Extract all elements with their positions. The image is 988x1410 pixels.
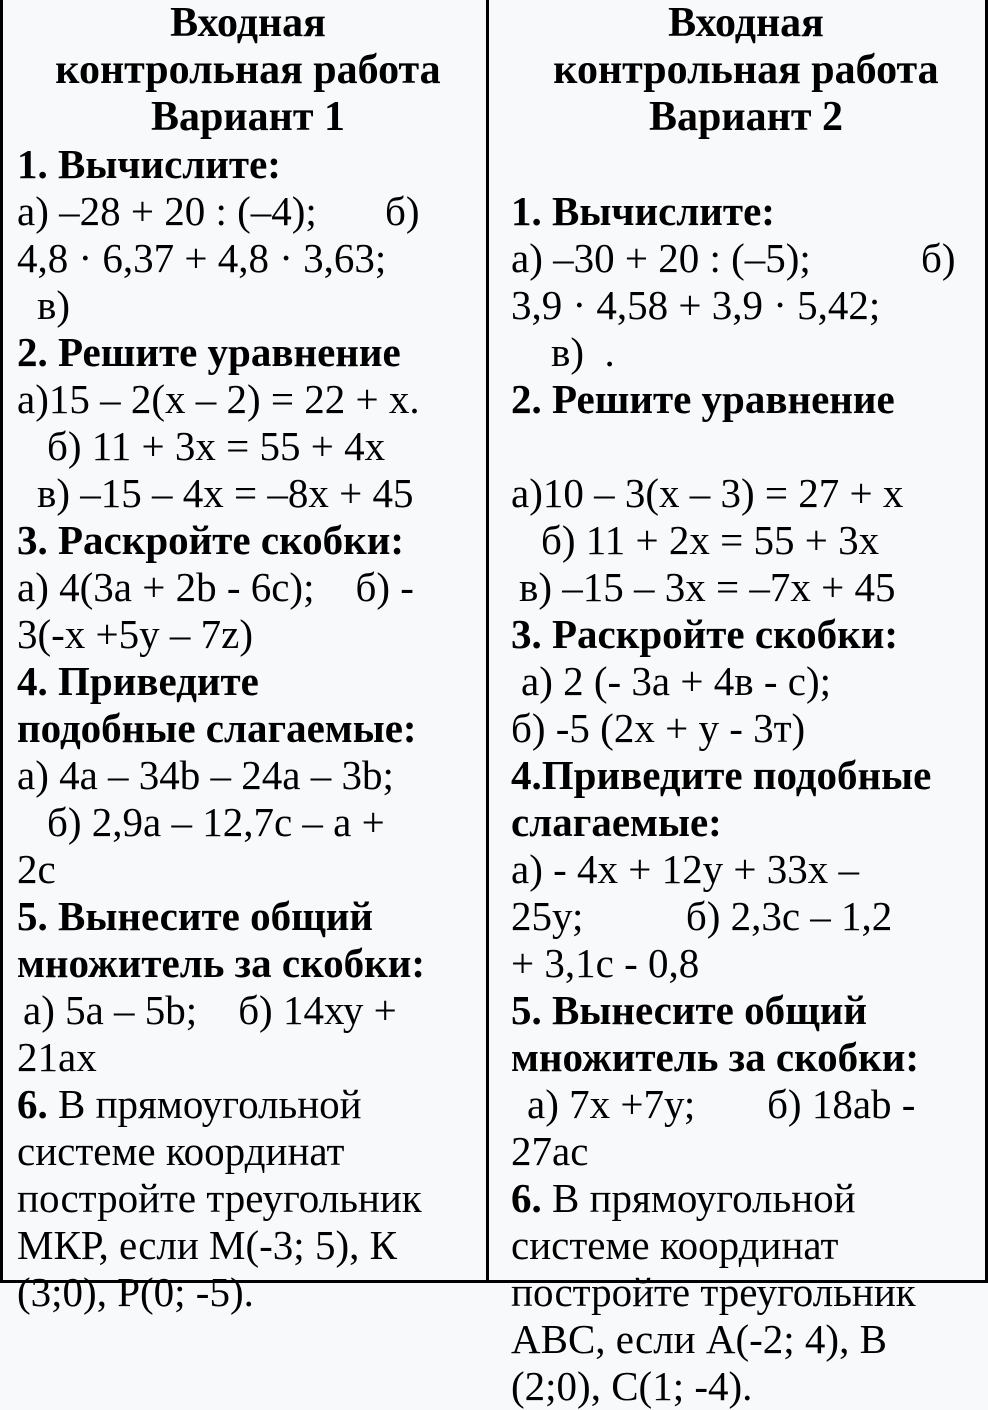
v2-spacer-1 [511, 141, 981, 188]
v2-spacer-2 [511, 423, 981, 470]
v1-task-5-line-2: 21ах [17, 1034, 97, 1080]
v1-task-1-a [17, 188, 479, 235]
v1-task-1-a-text: а) –28 + 20 : (–4); [17, 188, 317, 234]
v2-task-4-title-2: слагаемые: [511, 799, 722, 845]
v1-task-6-line-2: системе координат [17, 1128, 345, 1174]
variant-1-title-line-2: контрольная работа [55, 47, 441, 93]
v1-task-6-line-3: постройте треугольник [17, 1175, 422, 1221]
variant-2-column [511, 0, 981, 1410]
v1-task-4-b-cont: 2с [17, 846, 56, 892]
v1-task-2-c: в) –15 – 4х = –8х + 45 [37, 470, 414, 516]
v1-task-6-line-5: (3;0), Р(0; -5). [17, 1269, 254, 1315]
variant-2-title-line-1: Входная [668, 0, 824, 46]
v1-task-3-line-2: 3(-х +5у – 7z) [17, 611, 254, 657]
v2-task-4-line-3: + 3,1с - 0,8 [511, 940, 700, 986]
v2-task-1-a-text: а) –30 + 20 : (–5); [511, 235, 811, 281]
v1-task-5-title-1: 5. Вынесите общий [17, 893, 373, 939]
v1-task-1-c: в) [37, 282, 71, 328]
v2-task-1-title: 1. Вычислите: [511, 188, 775, 234]
v1-task-5-line-1: а) 5а – 5b; б) 14ху + [23, 987, 397, 1033]
v2-task-1-c: в) . [551, 329, 615, 375]
v1-task-3-line-1: а) 4(3а + 2b - 6c); б) - [17, 564, 414, 610]
v2-task-6-line-4: АВС, если А(-2; 4), В [511, 1316, 887, 1362]
v2-task-2-b: б) 11 + 2х = 55 + 3х [541, 517, 880, 563]
v2-task-6-number: 6. [511, 1175, 542, 1221]
v1-task-1-b-label: б) [385, 188, 420, 234]
variant-1-title-line-1: Входная [170, 0, 326, 46]
v2-task-6-line-1 [511, 1175, 981, 1222]
v1-task-4-title-2: подобные слагаемые: [17, 705, 417, 751]
v2-task-1-a [511, 235, 981, 282]
v1-task-6-text-1: В прямоугольной [47, 1081, 362, 1127]
v1-task-3-title: 3. Раскройте скобки: [17, 517, 405, 563]
v1-task-1-b: 4,8 · 6,37 + 4,8 · 3,63; [17, 235, 387, 281]
v1-task-2-title: 2. Решите уравнение [17, 329, 401, 375]
v1-task-1-title: 1. Вычислите: [17, 141, 281, 187]
column-divider [486, 0, 489, 1283]
v2-task-6-line-2: системе координат [511, 1222, 839, 1268]
v2-task-6-text-1: В прямоугольной [541, 1175, 856, 1221]
v2-task-2-a: а)10 – 3(х – 3) = 27 + х [511, 470, 904, 516]
variant-2-title-line-3: Вариант 2 [649, 94, 843, 140]
v2-task-3-a: а) 2 (- 3а + 4в - с); [521, 658, 831, 704]
v2-task-1-b-label: б) [921, 235, 956, 281]
v1-task-6-number: 6. [17, 1081, 48, 1127]
v2-task-6-line-3: постройте треугольник [511, 1269, 916, 1315]
variant-2-title-line-2: контрольная работа [553, 47, 939, 93]
v1-task-4-b: б) 2,9а – 12,7с – а + [47, 799, 385, 845]
v2-task-1-b: 3,9 · 4,58 + 3,9 · 5,42; [511, 282, 881, 328]
v2-task-5-line-1: а) 7х +7у; б) 18аb - [527, 1081, 916, 1127]
v1-task-6-line-4: МКР, если М(-3; 5), К [17, 1222, 397, 1268]
v1-task-5-title-2: множитель за скобки: [17, 940, 426, 986]
v1-task-4-title-1: 4. Приведите [17, 658, 259, 704]
v2-task-5-title-2: множитель за скобки: [511, 1034, 920, 1080]
v2-task-5-line-2: 27ас [511, 1128, 589, 1174]
v2-task-4-title-1: 4.Приведите подобные [511, 752, 932, 798]
v2-task-3-title: 3. Раскройте скобки: [511, 611, 899, 657]
v1-task-2-a: а)15 – 2(х – 2) = 22 + х. [17, 376, 420, 422]
v2-task-4-a: а) - 4х + 12у + 33х – [511, 846, 859, 892]
v1-task-4-a: а) 4а – 34b – 24а – 3b; [17, 752, 394, 798]
v2-task-6-line-5: (2;0), С(1; -4). [511, 1363, 753, 1409]
v1-task-6-line-1 [17, 1081, 479, 1128]
variant-1-title-line-3: Вариант 1 [151, 94, 345, 140]
v2-task-4-line-2: 25у; б) 2,3с – 1,2 [511, 893, 893, 939]
v2-task-2-title: 2. Решите уравнение [511, 376, 895, 422]
v1-task-2-b: б) 11 + 3х = 55 + 4х [47, 423, 386, 469]
variant-1-column [17, 0, 479, 1316]
v2-task-5-title-1: 5. Вынесите общий [511, 987, 867, 1033]
v2-task-3-b: б) -5 (2х + у - 3т) [511, 705, 806, 751]
v2-task-2-c: в) –15 – 3х = –7х + 45 [519, 564, 896, 610]
